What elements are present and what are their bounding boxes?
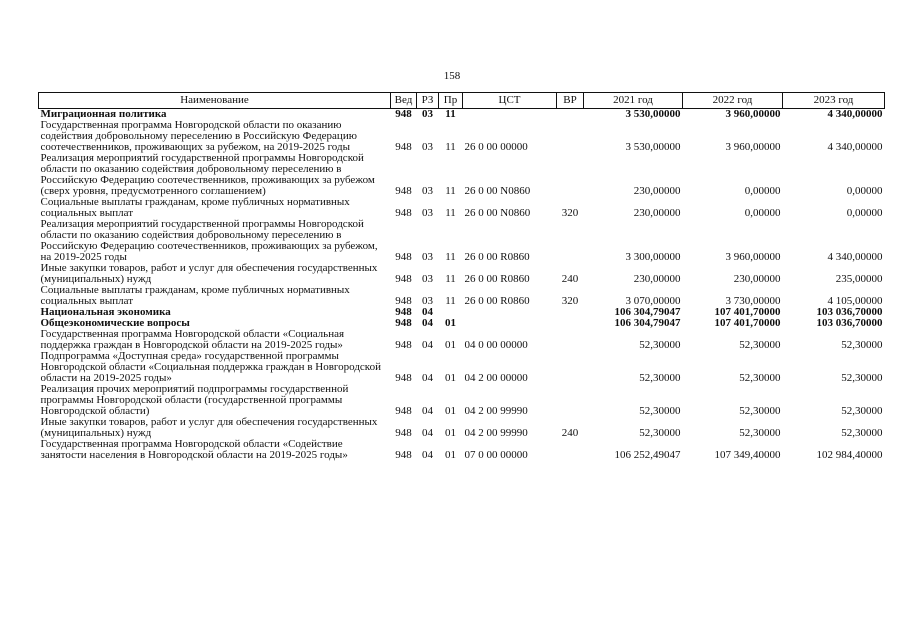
row-2023: 52,30000 xyxy=(841,405,883,417)
row-ved: 948 xyxy=(395,317,412,329)
row-2022: 3 960,00000 xyxy=(725,141,781,153)
row-pr: 01 xyxy=(445,317,456,329)
row-cst: 04 2 00 99990 xyxy=(464,405,528,417)
row-rz: 04 xyxy=(422,317,433,329)
row-2021: 3 530,00000 xyxy=(625,108,681,120)
row-cst: 26 0 00 00000 xyxy=(464,141,528,153)
row-2023: 0,00000 xyxy=(846,185,883,197)
row-2022: 3 960,00000 xyxy=(725,251,781,263)
row-vr xyxy=(557,351,584,384)
row-name: Иные закупки товаров, работ и услуг для обеспечения государственных (муниципальных) нужд xyxy=(40,262,378,285)
table-row xyxy=(39,197,885,219)
col-header-rz: РЗ xyxy=(417,93,439,109)
row-2021: 230,00000 xyxy=(633,185,681,197)
row-cst: 04 0 00 00000 xyxy=(464,339,528,351)
row-2022: 0,00000 xyxy=(744,207,781,219)
row-pr: 01 xyxy=(445,449,456,461)
table-row xyxy=(39,153,885,197)
row-vr xyxy=(557,109,584,121)
row-2022: 230,00000 xyxy=(733,273,781,285)
row-cst: 04 2 00 00000 xyxy=(464,372,528,384)
row-2023: 4 340,00000 xyxy=(827,251,883,263)
row-pr: 01 xyxy=(445,339,456,351)
row-ved: 948 xyxy=(395,273,412,285)
col-header-pr: Пр xyxy=(439,93,463,109)
row-ved: 948 xyxy=(395,339,412,351)
table-row xyxy=(39,120,885,153)
row-2023: 4 340,00000 xyxy=(827,108,883,120)
row-name: Национальная экономика xyxy=(40,306,171,318)
row-vr xyxy=(557,120,584,153)
col-header-ved: Вед xyxy=(391,93,417,109)
row-name: Государственная программа Новгородской области по оказанию содействия добровольному переселению в Российскую Федерацию соотечественников, проживающих за рубежом, на 2019-2025 годы xyxy=(40,119,357,153)
row-2021: 106 304,79047 xyxy=(614,306,681,318)
row-vr xyxy=(557,329,584,351)
row-rz: 03 xyxy=(422,207,433,219)
row-2022: 52,30000 xyxy=(739,405,781,417)
row-cst: 26 0 00 N0860 xyxy=(464,185,531,197)
row-2023: 103 036,70000 xyxy=(816,317,883,329)
row-ved: 948 xyxy=(395,108,412,120)
row-name: Государственная программа Новгородской области «Социальная поддержка граждан в Новгородской области на 2019-2025 годы» xyxy=(40,328,345,351)
col-header-name: Наименование xyxy=(39,93,391,109)
row-2023: 4 340,00000 xyxy=(827,141,883,153)
row-name: Миграционная политика xyxy=(40,108,167,120)
row-ved: 948 xyxy=(395,306,412,318)
row-2022: 52,30000 xyxy=(739,339,781,351)
table-row xyxy=(39,219,885,263)
row-cst: 04 2 00 99990 xyxy=(464,427,528,439)
row-name: Подпрограмма «Доступная среда» государственной программы Новгородской области «Социальная поддержка граждан в Новгородской области на 2019-2025 годы» xyxy=(40,350,381,384)
row-vr xyxy=(557,153,584,197)
row-cst xyxy=(463,318,557,329)
row-ved: 948 xyxy=(395,427,412,439)
row-2023: 103 036,70000 xyxy=(816,306,883,318)
row-vr xyxy=(557,219,584,263)
row-vr xyxy=(557,384,584,417)
row-2022: 3 730,00000 xyxy=(725,295,781,307)
row-rz: 03 xyxy=(422,295,433,307)
row-name: Общеэкономические вопросы xyxy=(40,317,190,329)
table-row xyxy=(39,439,885,461)
row-cst xyxy=(463,307,557,318)
row-vr: 320 xyxy=(561,295,579,307)
row-2021: 230,00000 xyxy=(633,273,681,285)
row-2022: 52,30000 xyxy=(739,372,781,384)
row-pr: 11 xyxy=(445,295,456,307)
row-rz: 04 xyxy=(422,405,433,417)
budget-table xyxy=(38,92,885,461)
row-pr: 11 xyxy=(445,185,456,197)
row-cst: 26 0 00 R0860 xyxy=(464,273,530,285)
row-rz: 03 xyxy=(422,141,433,153)
row-pr: 11 xyxy=(445,273,456,285)
row-vr xyxy=(557,439,584,461)
row-vr xyxy=(557,307,584,318)
row-ved: 948 xyxy=(395,449,412,461)
row-2022: 107 401,70000 xyxy=(714,317,781,329)
row-2023: 52,30000 xyxy=(841,339,883,351)
row-2021: 106 252,49047 xyxy=(614,449,681,461)
row-2023: 52,30000 xyxy=(841,427,883,439)
table-row xyxy=(39,417,885,439)
row-pr: 11 xyxy=(445,108,456,120)
row-vr: 320 xyxy=(561,207,579,219)
col-header-cst: ЦСТ xyxy=(463,93,557,109)
row-pr: 01 xyxy=(445,405,456,417)
row-rz: 04 xyxy=(422,449,433,461)
row-pr: 01 xyxy=(445,427,456,439)
table-row xyxy=(39,329,885,351)
row-vr: 240 xyxy=(561,273,579,285)
table-row xyxy=(39,263,885,285)
row-name: Государственная программа Новгородской области «Содействие занятости населения в Новгородской области на 2019-2025 годы» xyxy=(40,438,348,461)
row-2021: 3 300,00000 xyxy=(625,251,681,263)
row-rz: 04 xyxy=(422,372,433,384)
row-name: Иные закупки товаров, работ и услуг для обеспечения государственных (муниципальных) нужд xyxy=(40,416,378,439)
row-rz: 03 xyxy=(422,108,433,120)
row-cst: 26 0 00 N0860 xyxy=(464,207,531,219)
row-rz: 04 xyxy=(422,339,433,351)
row-rz: 03 xyxy=(422,251,433,263)
row-2023: 102 984,40000 xyxy=(816,449,883,461)
row-pr: 11 xyxy=(445,251,456,263)
row-ved: 948 xyxy=(395,251,412,263)
row-cst xyxy=(463,109,557,121)
row-2022: 107 349,40000 xyxy=(714,449,781,461)
row-2023: 4 105,00000 xyxy=(827,295,883,307)
page-number: 158 xyxy=(443,70,461,82)
col-header-2022: 2022 год xyxy=(683,93,783,109)
row-name: Реализация прочих мероприятий подпрограммы государственной программы Новгородской области (государственной программы Новгородской области) xyxy=(40,383,349,417)
row-2021: 230,00000 xyxy=(633,207,681,219)
row-2021: 52,30000 xyxy=(639,339,681,351)
table-row xyxy=(39,285,885,307)
row-name: Реализация мероприятий государственной программы Новгородской области по оказанию содействия добровольному переселению в Российскую Федерацию соотечественников, проживающих за рубежом, на 2019-2025 годы xyxy=(40,218,378,263)
col-header-2021: 2021 год xyxy=(584,93,683,109)
row-ved: 948 xyxy=(395,295,412,307)
row-pr: 01 xyxy=(445,372,456,384)
row-2021: 52,30000 xyxy=(639,427,681,439)
row-pr: 11 xyxy=(445,141,456,153)
table-row xyxy=(39,384,885,417)
row-2021: 52,30000 xyxy=(639,372,681,384)
table-header-row xyxy=(39,93,885,109)
col-header-2023: 2023 год xyxy=(783,93,885,109)
row-pr: 11 xyxy=(445,207,456,219)
row-2021: 3 070,00000 xyxy=(625,295,681,307)
row-vr xyxy=(557,318,584,329)
row-rz: 03 xyxy=(422,273,433,285)
table-body xyxy=(39,109,885,462)
row-rz: 04 xyxy=(422,306,433,318)
row-2022: 3 960,00000 xyxy=(725,108,781,120)
row-ved: 948 xyxy=(395,141,412,153)
row-2023: 235,00000 xyxy=(835,273,883,285)
row-rz: 03 xyxy=(422,185,433,197)
row-2022: 52,30000 xyxy=(739,427,781,439)
row-ved: 948 xyxy=(395,405,412,417)
row-2023: 0,00000 xyxy=(846,207,883,219)
row-2021: 106 304,79047 xyxy=(614,317,681,329)
row-ved: 948 xyxy=(395,372,412,384)
row-cst: 26 0 00 R0860 xyxy=(464,295,530,307)
col-header-vr: ВР xyxy=(557,93,584,109)
row-name: Социальные выплаты гражданам, кроме публичных нормативных социальных выплат xyxy=(40,284,350,307)
row-cst: 07 0 00 00000 xyxy=(464,449,528,461)
row-2022: 0,00000 xyxy=(744,185,781,197)
table-row xyxy=(39,351,885,384)
row-vr: 240 xyxy=(561,427,579,439)
row-2021: 52,30000 xyxy=(639,405,681,417)
row-name: Социальные выплаты гражданам, кроме публичных нормативных социальных выплат xyxy=(40,196,350,219)
row-cst: 26 0 00 R0860 xyxy=(464,251,530,263)
row-rz: 04 xyxy=(422,427,433,439)
row-2021: 3 530,00000 xyxy=(625,141,681,153)
row-name: Реализация мероприятий государственной программы Новгородской области по оказанию содействия добровольному переселению в Российскую Федерацию соотечественников, проживающих за рубежом (сверх уровня, предусмотренного соглашением) xyxy=(40,152,375,197)
row-2023: 52,30000 xyxy=(841,372,883,384)
row-ved: 948 xyxy=(395,185,412,197)
row-2022: 107 401,70000 xyxy=(714,306,781,318)
row-ved: 948 xyxy=(395,207,412,219)
